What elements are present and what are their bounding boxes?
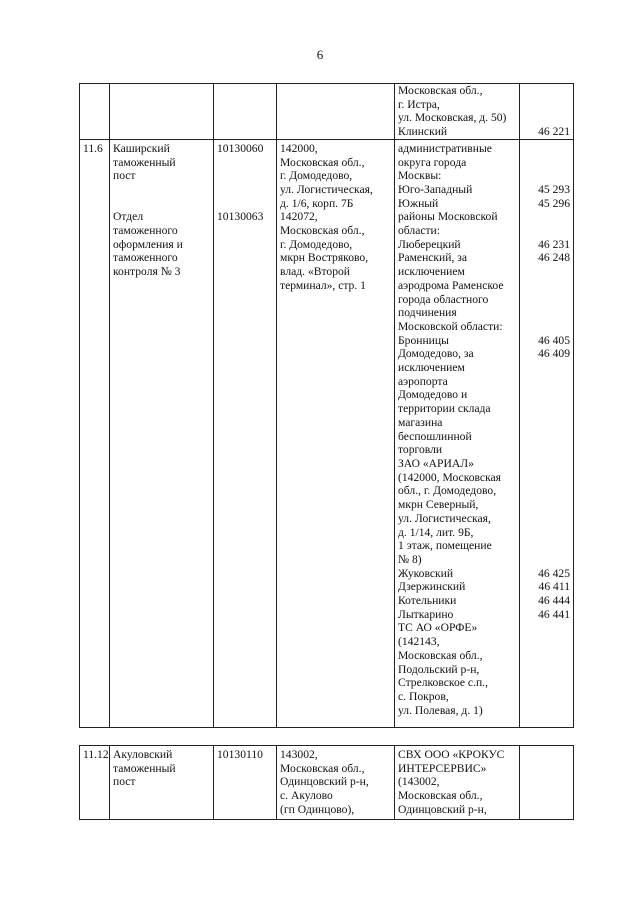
text-line: пост <box>113 169 136 183</box>
text-line: 143002, <box>280 748 318 761</box>
region-line: Котельники <box>398 594 457 608</box>
region-line: мкрн Северный, <box>398 498 479 512</box>
text-line: (гп Одинцово), <box>280 802 355 816</box>
region-line: д. 1/14, лит. 9Б, <box>398 525 474 539</box>
oktmo-code: 46 231 <box>538 237 570 251</box>
text-line: Одинцовский р-н, <box>280 775 369 789</box>
text-line: 142000, <box>280 141 318 155</box>
post-name-cell <box>110 139 214 727</box>
region-line: Подольский р-н, <box>398 662 480 676</box>
post-name-cell <box>110 746 214 820</box>
text-line: таможенный <box>113 761 176 775</box>
region-line: № 8) <box>398 552 422 566</box>
region-line: ул. Логистическая, <box>398 511 491 525</box>
oktmo-code <box>523 293 570 307</box>
region-line: Лыткарино <box>398 607 454 621</box>
text-line: таможенный <box>113 155 176 169</box>
customs-table-bottom <box>79 745 574 820</box>
text-line: терминал», стр. 1 <box>280 278 366 292</box>
region-line: Раменский, за <box>398 251 467 265</box>
region-line: ЗАО «АРИАЛ» <box>398 456 474 470</box>
oktmo-code <box>523 111 570 125</box>
customs-code-cell <box>214 139 277 727</box>
oktmo-code: 46 444 <box>538 594 570 608</box>
page-number: 6 <box>316 47 324 62</box>
region-line: районы Московской <box>398 210 498 224</box>
oktmo-code <box>523 430 570 444</box>
region-line: Жуковский <box>398 566 454 580</box>
customs-code: 10130110 <box>214 746 277 820</box>
region-line: торговли <box>398 443 443 457</box>
region-line: (142143, <box>398 635 440 649</box>
table-cell <box>277 84 395 140</box>
region-line: (142000, Московская <box>398 470 502 484</box>
region-cell <box>395 139 520 727</box>
oktmo-code <box>523 553 570 567</box>
table-row <box>80 84 574 140</box>
region-line: обл., г. Домодедово, <box>398 484 497 498</box>
table-cell <box>520 84 574 140</box>
region-line: округа города <box>398 155 467 169</box>
table-cell <box>395 84 520 140</box>
region-line: Юго-Западный <box>398 182 473 196</box>
text-line: Клинский <box>398 125 448 139</box>
customs-code: 10130063 <box>217 210 264 224</box>
text-line: Отдел <box>113 210 144 224</box>
oktmo-code <box>523 484 570 498</box>
row-number: 11.6 <box>80 139 110 727</box>
customs-table-top <box>79 83 574 728</box>
text-line: таможенного <box>113 224 178 237</box>
table-cell <box>80 84 110 140</box>
text-line: г. Истра, <box>398 97 440 111</box>
oktmo-code <box>523 471 570 485</box>
region-line: с. Покров, <box>398 689 449 703</box>
region-line: области: <box>398 224 440 238</box>
row-number: 11.12 <box>80 746 110 820</box>
oktmo-code <box>523 169 570 183</box>
oktmo-code: 45 293 <box>538 182 570 196</box>
region-line: Московской области: <box>398 319 503 333</box>
oktmo-code <box>523 84 570 98</box>
table-row <box>80 746 574 820</box>
oktmo-code <box>523 512 570 526</box>
oktmo-code: 46 248 <box>538 251 570 265</box>
oktmo-code <box>523 320 570 334</box>
text-line: Акуловский <box>113 748 173 761</box>
text-line: оформления и <box>113 237 183 251</box>
oktmo-code: 46 409 <box>538 347 570 361</box>
oktmo-code <box>523 676 570 690</box>
oktmo-code <box>523 388 570 402</box>
text-line: (143002, <box>398 775 440 789</box>
text-line: Московская обл., <box>398 789 483 803</box>
oktmo-code <box>523 375 570 389</box>
oktmo-code <box>523 416 570 430</box>
oktmo-code <box>523 649 570 663</box>
region-list <box>398 142 516 718</box>
oktmo-code: 46 425 <box>538 566 570 580</box>
region-line: беспошлинной <box>398 429 472 443</box>
oktmo-code <box>523 265 570 279</box>
region-line: Дзержинский <box>398 580 466 594</box>
region-line: ТС АО «ОРФЕ» <box>398 621 478 635</box>
address-cell <box>277 746 395 820</box>
text-line: пост <box>113 775 136 789</box>
oktmo-code <box>523 690 570 704</box>
region-line: Южный <box>398 196 439 210</box>
text-line: д. 1/6, корп. 7Б <box>280 196 354 210</box>
region-line: магазина <box>398 415 443 429</box>
region-line: подчинения <box>398 306 457 320</box>
oktmo-code: 45 296 <box>538 196 570 210</box>
oktmo-code <box>523 210 570 224</box>
oktmo-code <box>523 443 570 457</box>
text-line: Каширский <box>113 141 170 155</box>
oktmo-code: 46 221 <box>538 125 570 139</box>
text-line: мкрн Востряково, <box>280 251 369 265</box>
oktmo-code <box>523 306 570 320</box>
address-cell <box>277 139 395 727</box>
table-cell <box>214 84 277 140</box>
oktmo-code <box>523 539 570 553</box>
oktmo-code <box>523 457 570 471</box>
oktmo-cell <box>520 139 574 727</box>
text-line: влад. «Второй <box>280 265 350 279</box>
text-line: с. Акулово <box>280 789 333 803</box>
region-line: исключением <box>398 265 465 279</box>
oktmo-code <box>523 635 570 649</box>
region-line: Москвы: <box>398 169 442 183</box>
oktmo-code <box>523 402 570 416</box>
table-cell <box>110 84 214 140</box>
text-line: Московская обл., <box>280 224 365 238</box>
text-line: Московская обл., <box>280 761 365 775</box>
region-line: 1 этаж, помещение <box>398 539 492 553</box>
oktmo-code <box>523 663 570 677</box>
region-line: Бронницы <box>398 333 449 347</box>
region-line: аэропорта <box>398 374 448 388</box>
region-line: Московская обл., <box>398 648 483 662</box>
region-line: Домодедово и <box>398 388 468 402</box>
oktmo-code <box>523 142 570 156</box>
oktmo-code <box>523 224 570 238</box>
oktmo-code <box>523 704 570 718</box>
oktmo-code <box>523 98 570 112</box>
text-line: Одинцовский р-н, <box>398 802 487 816</box>
oktmo-code: 46 441 <box>538 607 570 621</box>
text-line: 142072, <box>280 210 318 224</box>
oktmo-list <box>523 142 570 718</box>
region-line: территории склада <box>398 402 491 416</box>
oktmo-code <box>523 498 570 512</box>
region-cell <box>395 746 520 820</box>
oktmo-code: 46 411 <box>538 580 570 594</box>
region-line: ул. Полевая, д. 1) <box>398 703 483 717</box>
oktmo-code <box>523 621 570 635</box>
text-line: Московская обл., <box>280 155 365 169</box>
text-line: ул. Логистическая, <box>280 182 373 196</box>
text-line: Московская обл., <box>398 84 483 97</box>
text-line: ул. Московская, д. 50) <box>398 111 507 125</box>
text-line: СВХ ООО «КРОКУС <box>398 748 505 761</box>
oktmo-code <box>523 361 570 375</box>
table-row <box>80 139 574 727</box>
region-line: административные <box>398 141 492 155</box>
region-line: исключением <box>398 361 465 375</box>
oktmo-cell <box>520 746 574 820</box>
oktmo-code: 46 405 <box>538 333 570 347</box>
oktmo-code <box>523 279 570 293</box>
text-line: ИНТЕРСЕРВИС» <box>398 761 487 775</box>
region-line: Домодедово, за <box>398 347 474 361</box>
customs-code: 10130060 <box>217 141 264 155</box>
oktmo-code <box>523 526 570 540</box>
region-line: Люберецкий <box>398 237 461 251</box>
text-line: г. Домодедово, <box>280 237 353 251</box>
text-line: контроля № 3 <box>113 265 181 279</box>
region-line: города областного <box>398 292 489 306</box>
oktmo-code <box>523 156 570 170</box>
region-line: Стрелковское с.п., <box>398 676 488 690</box>
text-line: г. Домодедово, <box>280 169 353 183</box>
region-line: аэродрома Раменское <box>398 278 504 292</box>
text-line: таможенного <box>113 251 178 265</box>
